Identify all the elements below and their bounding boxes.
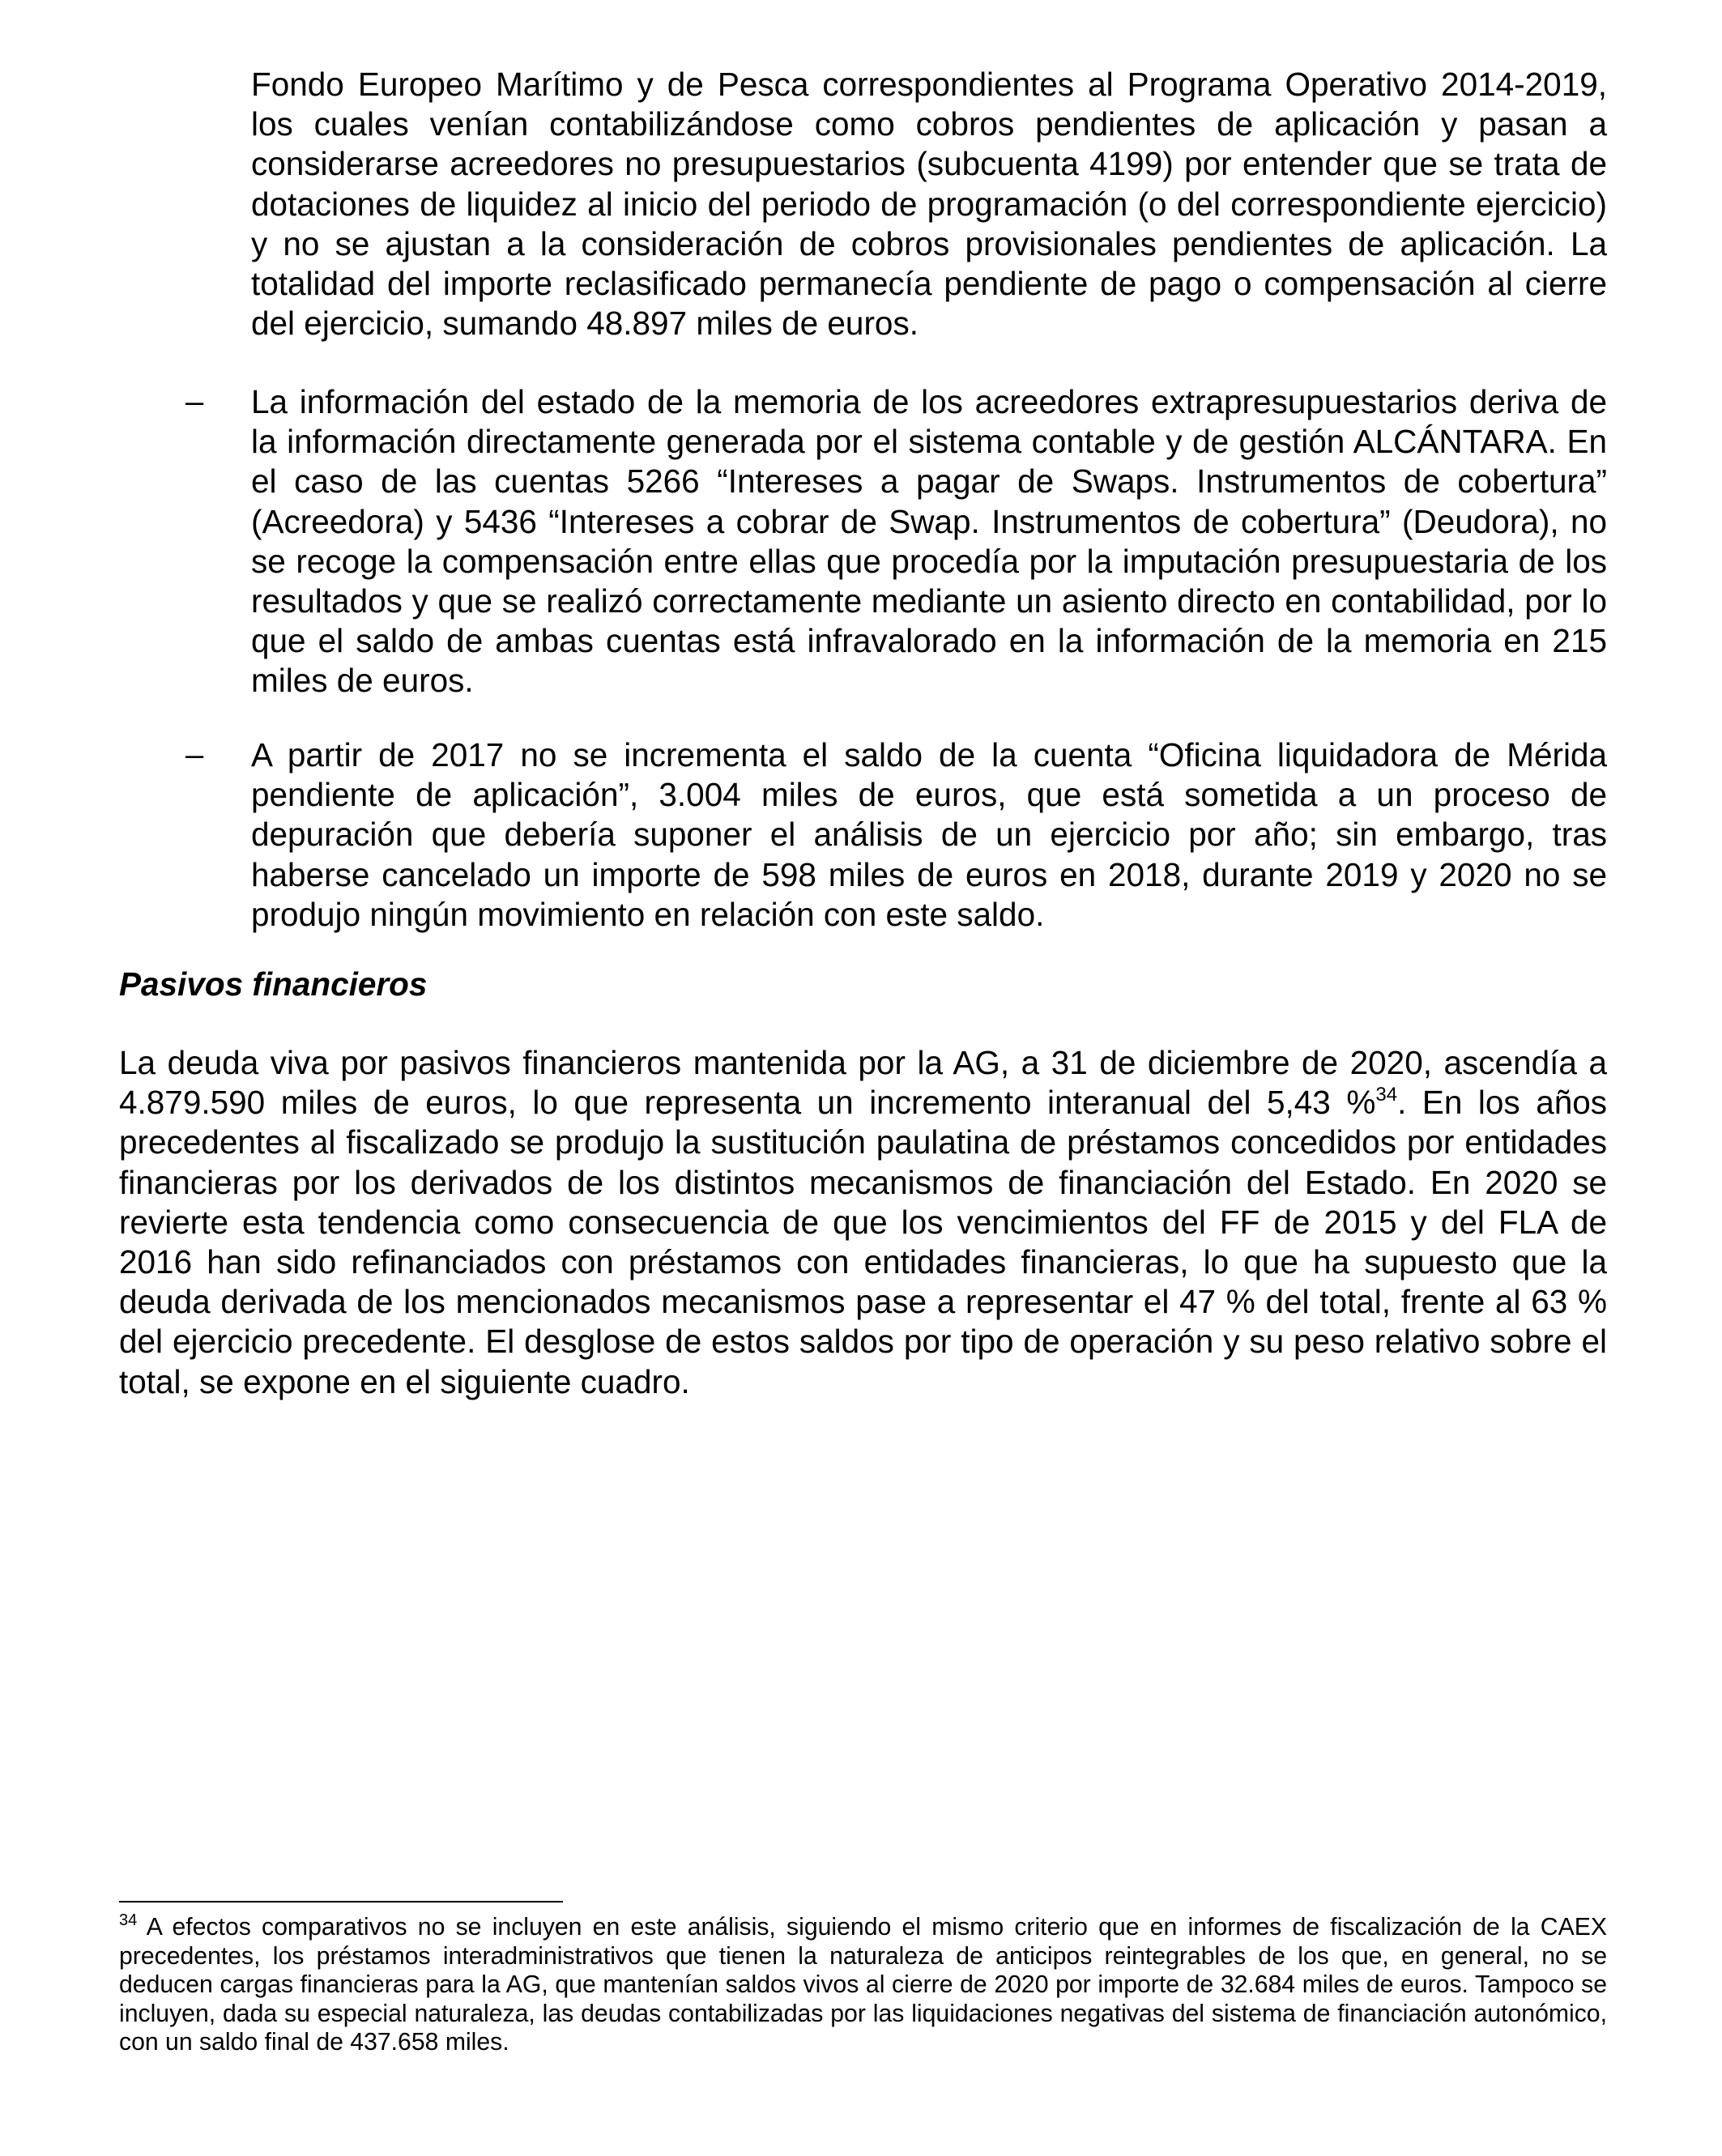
bullet-item-oficina-liquidadora: A partir de 2017 no se incrementa el saldo de la cuenta “Oficina liquidadora de Mérida pendiente de aplicación”, 3.004 miles de euros, que está sometida a un proceso de depuración que debería suponer el análisis de un ejercicio por año; sin embargo, tras haberse cancelado un importe de 598 miles de euros en 2018, durante 2019 y 2020 no se produjo ningún movimiento en relación con este saldo.	[251, 736, 1607, 933]
continuation-paragraph: Fondo Europeo Marítimo y de Pesca correspondientes al Programa Operativo 2014-2019, los cuales venían contabilizándose como cobros pendientes de aplicación y pasan a considerarse acreedores no presupuestarios (subcuenta 4199) por entender que se trata de dotaciones de liquidez al inicio del periodo de programación (o del correspondiente ejercicio) y no se ajustan a la consideración de cobros provisionales pendientes de aplicación. La totalidad del importe reclasificado permanecía pendiente de pago o compensación al cierre del ejercicio, sumando 48.897 miles de euros.	[251, 66, 1607, 343]
main-paragraph-part2: . En los años precedentes al fiscalizado se produjo la sustitución paulatina de préstamos concedidos por entidades financieras por los derivados de los distintos mecanismos de financiación del Estado. En 2020 se revierte esta tendencia como consecuencia de que los vencimientos del FF de 2015 y del FLA de 2016 han sido refinanciados con préstamos con entidades financieras, lo que ha supuesto que la deuda derivada de los mencionados mecanismos pase a representar el 47 % del total, frente al 63 % del ejercicio precedente. El desglose de estos saldos por tipo de operación y su peso relativo sobre el total, se expone en el siguiente cuadro.	[119, 1084, 1608, 1400]
section-heading: Pasivos financieros	[119, 965, 428, 1003]
bullet-marker: –	[185, 384, 204, 420]
main-paragraph	[119, 1043, 1607, 1402]
bullet-item-alcantara: La información del estado de la memoria de los acreedores extrapresupuestarios deriva de la información directamente generada por el sistema contable y de gestión ALCÁNTARA. En el caso de las cuentas 5266 “Intereses a pagar de Swaps. Instrumentos de cobertura” (Acreedora) y 5436 “Intereses a cobrar de Swap. Instrumentos de cobertura” (Deudora), no se recoge la compensación entre ellas que procedía por la imputación presupuestaria de los resultados y que se realizó correctamente mediante un asiento directo en contabilidad, por lo que el saldo de ambas cuentas está infravalorado en la información de la memoria en 215 miles de euros.	[251, 383, 1607, 700]
footnote-number: 34	[119, 1911, 138, 1929]
footnote	[119, 1913, 1607, 2057]
main-paragraph-part1: La deuda viva por pasivos financieros mantenida por la AG, a 31 de diciembre de 2020, ascendía a 4.879.590 miles de euros, lo que representa un incremento interanual del 5,43 %	[119, 1044, 1607, 1122]
footnote-separator	[119, 1901, 563, 1902]
footnote-reference[interactable]: 34	[1375, 1084, 1398, 1106]
bullet-marker: –	[185, 737, 204, 773]
footnote-text: A efectos comparativos no se incluyen en este análisis, siguiendo el mismo criterio que en informes de fiscalización de la CAEX precedentes, los préstamos interadministrativos que tienen la naturaleza de anticipos reintegrables de los que, en general, no se deducen cargas financieras para la AG, que mantenían saldos vivos al cierre de 2020 por importe de 32.684 miles de euros. Tampoco se incluyen, dada su especial naturaleza, las deudas contabilizadas por las liquidaciones negativas del sistema de financiación autonómico, con un saldo final de 437.658 miles.	[119, 1914, 1607, 2056]
